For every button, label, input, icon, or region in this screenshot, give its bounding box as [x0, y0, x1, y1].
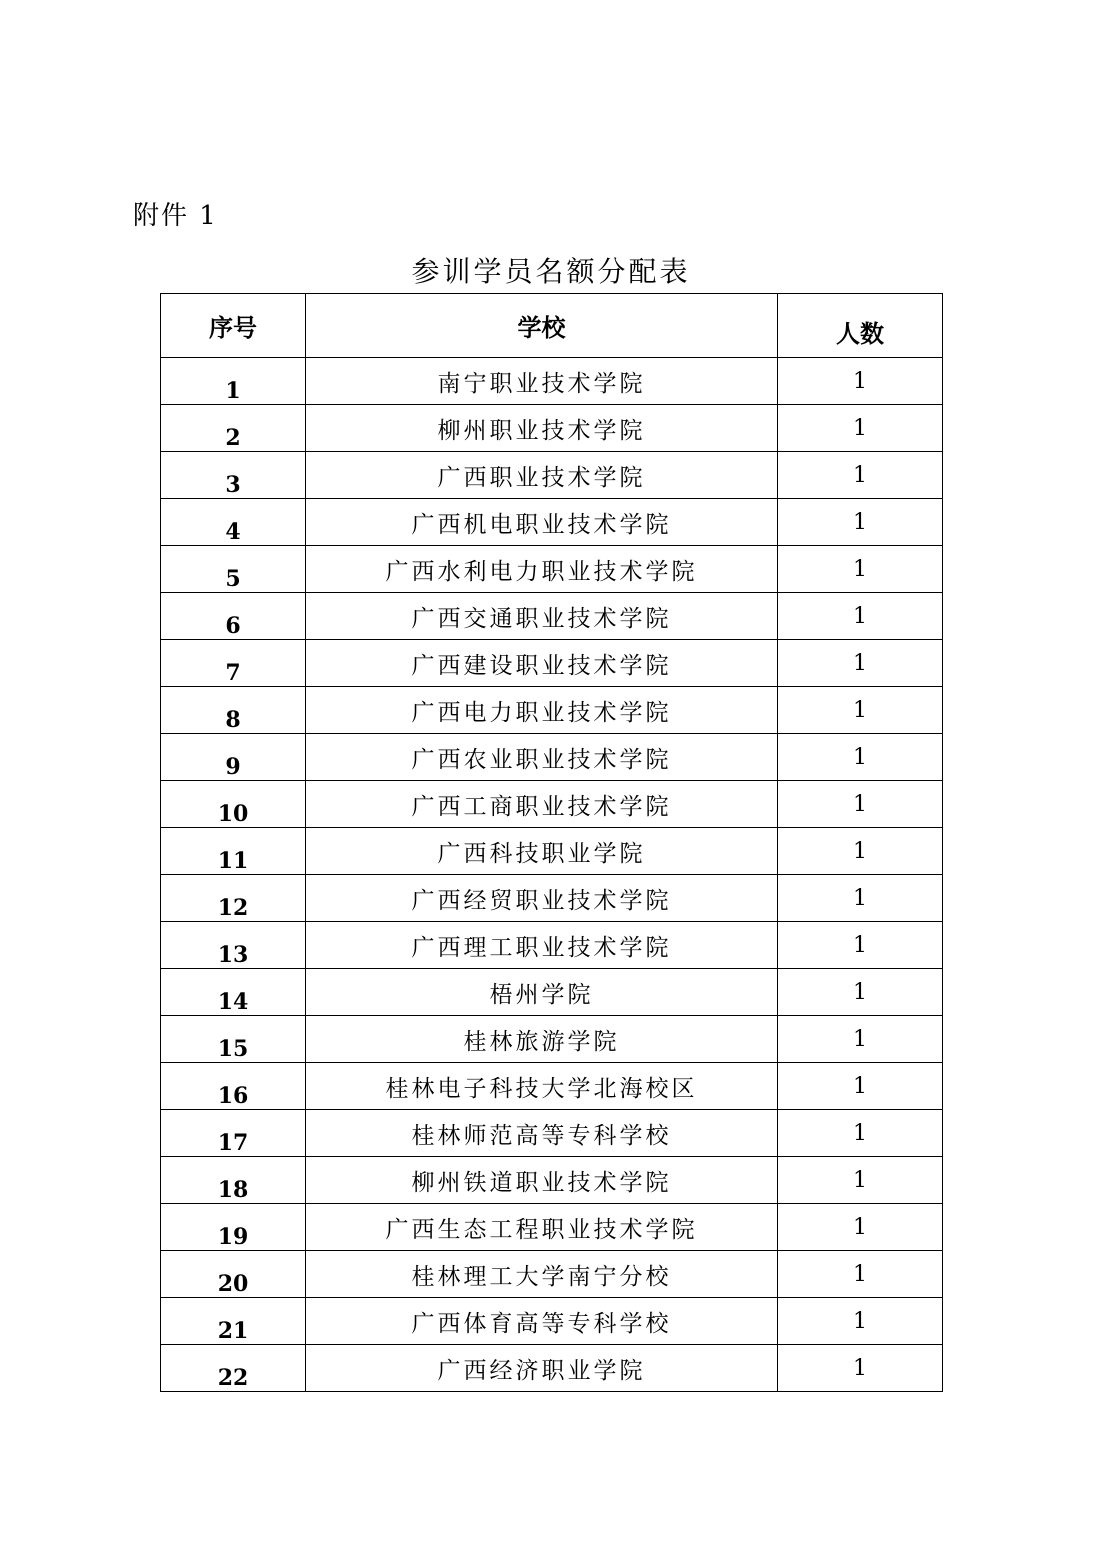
row-school: 桂林旅游学院 — [306, 1016, 778, 1063]
row-seq: 3 — [161, 452, 306, 499]
row-count: 1 — [778, 875, 943, 922]
row-seq: 1 — [161, 358, 306, 405]
table-row — [161, 405, 943, 452]
row-seq: 15 — [161, 1016, 306, 1063]
row-count: 1 — [778, 922, 943, 969]
row-school: 广西工商职业技术学院 — [306, 781, 778, 828]
row-school: 广西机电职业技术学院 — [306, 499, 778, 546]
row-count: 1 — [778, 593, 943, 640]
row-count: 1 — [778, 499, 943, 546]
table-row — [161, 969, 943, 1016]
table-row — [161, 922, 943, 969]
header-row — [161, 294, 943, 358]
row-school: 梧州学院 — [306, 969, 778, 1016]
row-school: 广西电力职业技术学院 — [306, 687, 778, 734]
row-school: 广西科技职业学院 — [306, 828, 778, 875]
row-count: 1 — [778, 546, 943, 593]
table-row — [161, 734, 943, 781]
table-row — [161, 1251, 943, 1298]
row-seq: 10 — [161, 781, 306, 828]
row-school: 桂林理工大学南宁分校 — [306, 1251, 778, 1298]
table-row — [161, 593, 943, 640]
header-count: 人数 — [778, 294, 943, 358]
row-seq: 20 — [161, 1251, 306, 1298]
row-school: 南宁职业技术学院 — [306, 358, 778, 405]
table-row — [161, 546, 943, 593]
table-row — [161, 499, 943, 546]
row-count: 1 — [778, 358, 943, 405]
row-count: 1 — [778, 1298, 943, 1345]
row-school: 广西水利电力职业技术学院 — [306, 546, 778, 593]
row-count: 1 — [778, 734, 943, 781]
row-seq: 19 — [161, 1204, 306, 1251]
row-school: 广西生态工程职业技术学院 — [306, 1204, 778, 1251]
row-seq: 7 — [161, 640, 306, 687]
row-count: 1 — [778, 1110, 943, 1157]
table-row — [161, 1204, 943, 1251]
row-school: 桂林电子科技大学北海校区 — [306, 1063, 778, 1110]
row-seq: 16 — [161, 1063, 306, 1110]
row-count: 1 — [778, 1204, 943, 1251]
row-school: 广西理工职业技术学院 — [306, 922, 778, 969]
row-school: 柳州铁道职业技术学院 — [306, 1157, 778, 1204]
table-row — [161, 781, 943, 828]
row-school: 广西交通职业技术学院 — [306, 593, 778, 640]
quota-allocation-table — [160, 293, 943, 1392]
row-count: 1 — [778, 969, 943, 1016]
row-seq: 4 — [161, 499, 306, 546]
table-header — [161, 294, 943, 358]
row-seq: 18 — [161, 1157, 306, 1204]
row-school: 广西体育高等专科学校 — [306, 1298, 778, 1345]
row-seq: 14 — [161, 969, 306, 1016]
row-seq: 13 — [161, 922, 306, 969]
row-school: 广西经济职业学院 — [306, 1345, 778, 1392]
row-seq: 9 — [161, 734, 306, 781]
row-seq: 17 — [161, 1110, 306, 1157]
row-school: 广西农业职业技术学院 — [306, 734, 778, 781]
table-row — [161, 1345, 943, 1392]
row-count: 1 — [778, 1345, 943, 1392]
table-row — [161, 1110, 943, 1157]
row-seq: 12 — [161, 875, 306, 922]
row-count: 1 — [778, 687, 943, 734]
row-count: 1 — [778, 640, 943, 687]
table-row — [161, 1157, 943, 1204]
row-school: 广西职业技术学院 — [306, 452, 778, 499]
table-row — [161, 875, 943, 922]
row-count: 1 — [778, 405, 943, 452]
row-school: 广西建设职业技术学院 — [306, 640, 778, 687]
row-count: 1 — [778, 1016, 943, 1063]
table-row — [161, 640, 943, 687]
header-school: 学校 — [306, 294, 778, 358]
row-seq: 5 — [161, 546, 306, 593]
row-school: 桂林师范高等专科学校 — [306, 1110, 778, 1157]
document-title: 参训学员名额分配表 — [411, 255, 691, 288]
row-seq: 2 — [161, 405, 306, 452]
row-count: 1 — [778, 828, 943, 875]
row-school: 柳州职业技术学院 — [306, 405, 778, 452]
row-school: 广西经贸职业技术学院 — [306, 875, 778, 922]
row-seq: 22 — [161, 1345, 306, 1392]
row-seq: 8 — [161, 687, 306, 734]
table-row — [161, 1016, 943, 1063]
table-row — [161, 358, 943, 405]
row-seq: 6 — [161, 593, 306, 640]
row-seq: 11 — [161, 828, 306, 875]
attachment-label: 附件 1 — [133, 201, 218, 231]
row-count: 1 — [778, 452, 943, 499]
row-count: 1 — [778, 781, 943, 828]
row-count: 1 — [778, 1063, 943, 1110]
table-row — [161, 1063, 943, 1110]
row-count: 1 — [778, 1157, 943, 1204]
row-count: 1 — [778, 1251, 943, 1298]
table-row — [161, 828, 943, 875]
header-seq: 序号 — [161, 294, 306, 358]
table-row — [161, 1298, 943, 1345]
table-row — [161, 452, 943, 499]
table-row — [161, 687, 943, 734]
table-body — [161, 358, 943, 1392]
row-seq: 21 — [161, 1298, 306, 1345]
